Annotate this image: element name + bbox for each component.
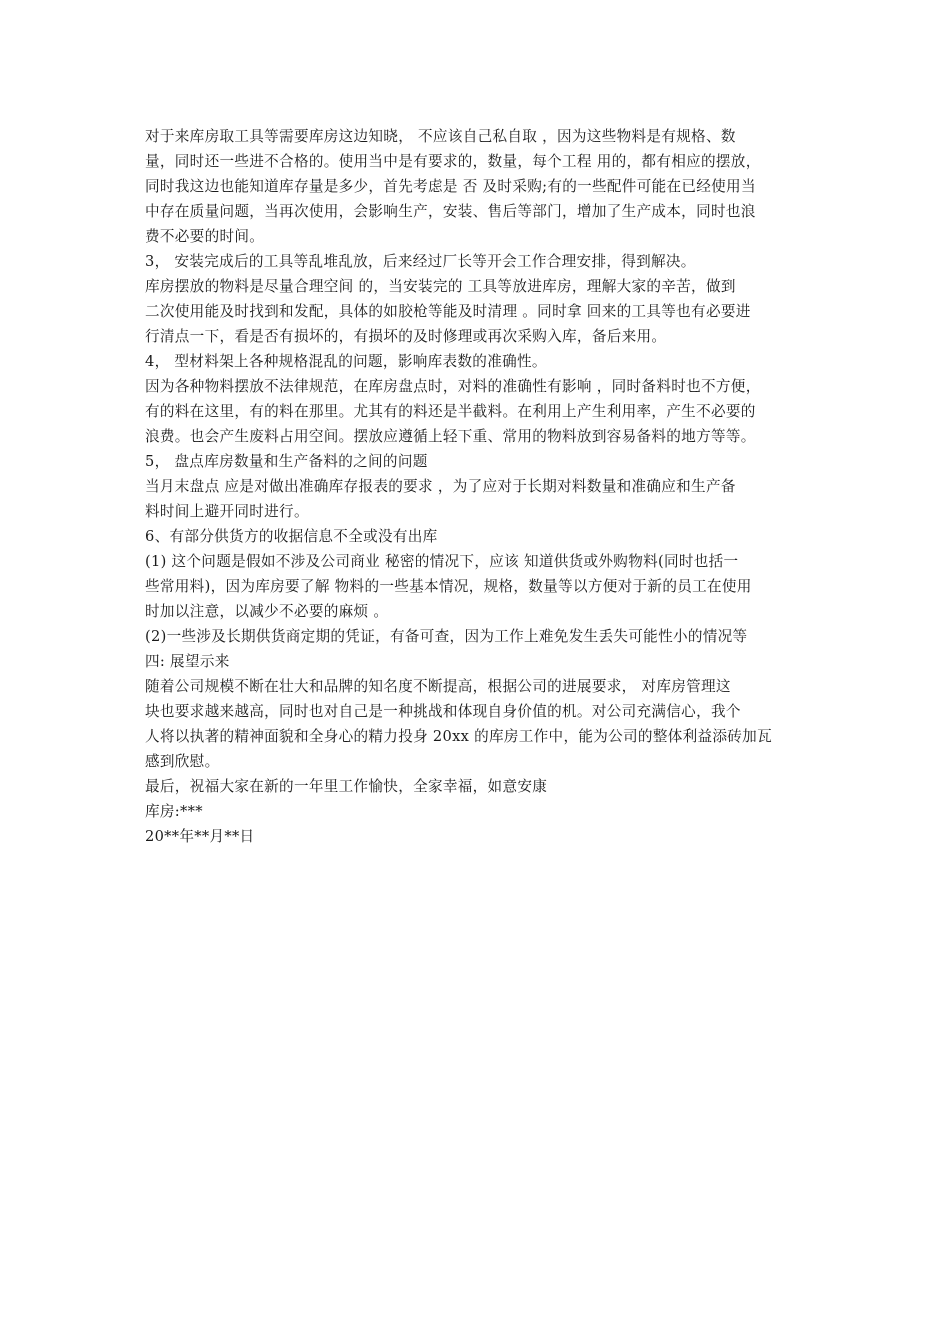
text-line: 随着公司规模不断在壮大和品牌的知名度不断提高，根据公司的进展要求， 对库房管理这 [145, 678, 731, 695]
text-line: 同时我这边也能知道库存量是多少，首先考虑是 否 及时采购;有的一些配件可能在已经使用当 [145, 178, 756, 195]
text-line: 有的料在这里，有的料在那里。尤其有的料还是半截料。在利用上产生利用率，产生不必要的 [145, 403, 756, 420]
text-line: 行清点一下，看是否有损坏的，有损坏的及时修理或再次采购入库，备后来用。 [145, 328, 667, 345]
text-line: 二次使用能及时找到和发配，具体的如胶枪等能及时清理 。同时拿 回来的工具等也有必要进 [145, 303, 751, 320]
text-line: 5， 盘点库房数量和生产备料的之间的问题 [145, 453, 428, 470]
text-line: 库房:*** [145, 803, 203, 820]
text-line: 块也要求越来越高，同时也对自己是一种挑战和体现自身价值的机。对公司充满信心，我个 [145, 703, 741, 720]
text-line: 最后，祝福大家在新的一年里工作愉快，全家幸福，如意安康 [145, 778, 548, 795]
text-line: 些常用料)，因为库房要了解 物料的一些基本情况，规格，数量等以方便对于新的员工在使用 [145, 578, 752, 595]
text-line: 费不必要的时间。 [145, 228, 265, 245]
text-line: 四: 展望示来 [145, 653, 230, 670]
text-line: 量，同时还一些进不合格的。使用当中是有要求的，数量，每个工程 用的，都有相应的摆放， [145, 153, 761, 170]
text-line: 6、有部分供货方的收据信息不全或没有出库 [145, 528, 438, 545]
text-line: 20**年**月**日 [145, 828, 255, 845]
text-line: 料时间上避开同时进行。 [145, 503, 309, 520]
text-line: 人将以执著的精神面貌和全身心的精力投身 20xx 的库房工作中，能为公司的整体利益添砖加瓦 [145, 728, 772, 745]
text-line: 4， 型材料架上各种规格混乱的问题，影响库表数的准确性。 [145, 353, 547, 370]
text-line: 库房摆放的物料是尽量合理空间 的，当安装完的 工具等放进库房，理解大家的辛苦，做到 [145, 278, 736, 295]
text-line: 感到欣慰。 [145, 753, 220, 770]
text-line: 因为各种物料摆放不法律规范，在库房盘点时，对料的准确性有影响 ，同时备料时也不方便， [145, 378, 761, 395]
text-line: 3， 安装完成后的工具等乱堆乱放，后来经过厂长等开会工作合理安排，得到解决。 [145, 253, 696, 270]
text-line: 中存在质量问题，当再次使用，会影响生产，安装、售后等部门，增加了生产成本，同时也浪 [145, 203, 756, 220]
text-line: (1) 这个问题是假如不涉及公司商业 秘密的情况下，应该 知道供货或外购物料(同时也括一 [145, 553, 739, 570]
text-line: 时加以注意，以减少不必要的麻烦 。 [145, 603, 389, 620]
text-line: 当月末盘点 应是对做出准确库存报表的要求 ，为了应对于长期对料数量和准确应和生产备 [145, 478, 736, 495]
text-line: 浪费。也会产生废料占用空间。摆放应遵循上轻下重、常用的物料放到容易备料的地方等等。 [145, 428, 756, 445]
text-line: 对于来库房取工具等需要库房这边知晓， 不应该自己私自取 ，因为这些物料是有规格、数 [145, 128, 736, 145]
text-line: (2)一些涉及长期供货商定期的凭证，有备可查，因为工作上难免发生丢失可能性小的情况等 [145, 628, 748, 645]
